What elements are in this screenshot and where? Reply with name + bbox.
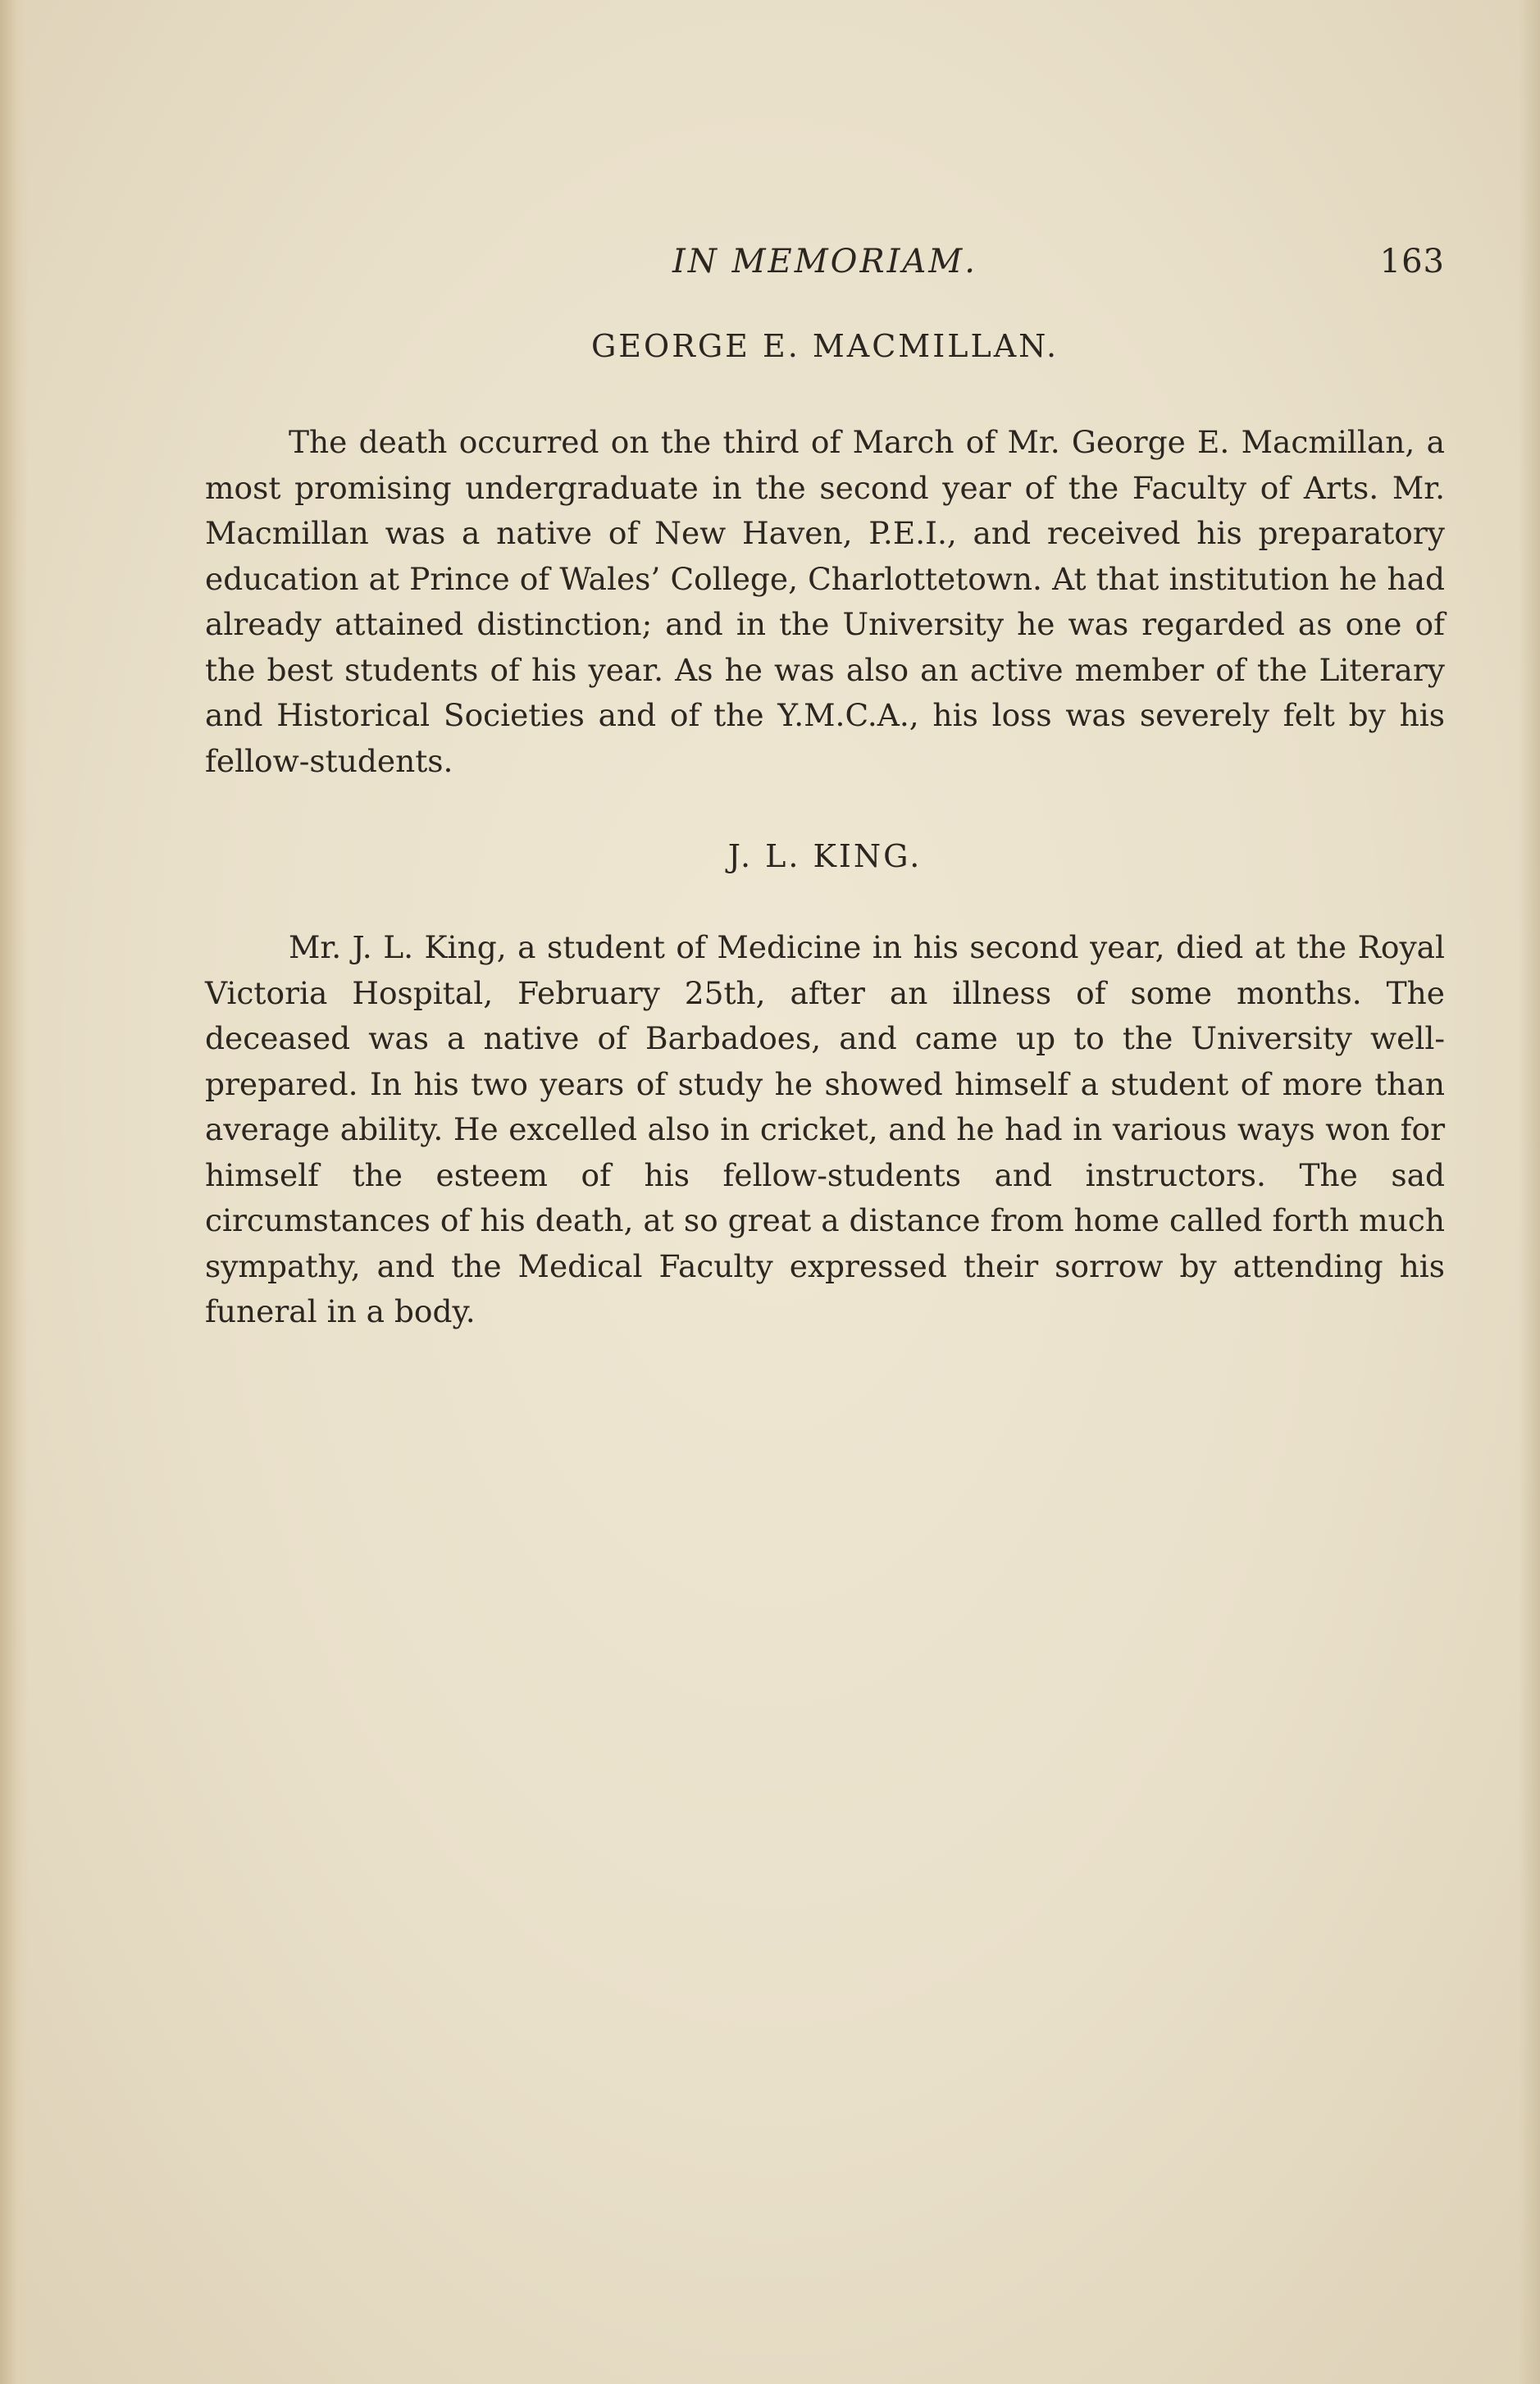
memoriam-macmillan [205,328,1445,784]
section-paragraph: Mr. J. L. King, a student of Medicine in his second year, died at the Royal Victoria Hospital, February 25th, after an illness of some months. The deceased was a native of Barbadoes, and came up to the University well-prepared. In his two years of study he showed himself a student of more than average ability. He excelled also in cricket, and he had in various ways won for himself the esteem of his fellow-students and instructors. The sad circumstances of his death, at so great a distance from home called forth much sympathy, and the Medical Faculty expressed their sorrow by attending his funeral in a body. [205,929,1445,1329]
section-heading: J. L. KING. [727,838,923,874]
page-content [205,328,1445,1335]
running-head [205,243,1445,292]
section-heading: GEORGE E. MACMILLAN. [590,328,1059,364]
page-edge-left [0,0,28,2384]
running-title: IN MEMORIAM. [672,243,977,280]
memoriam-king [205,838,1445,1335]
page-edge-right [1519,0,1540,2384]
section-paragraph: The death occurred on the third of March of Mr. George E. Macmillan, a most promising undergraduate in the second year of the Faculty of Arts. Mr. Macmillan was a native of New Haven, P.E.I., and received his preparatory education at Prince of Wales’ College, Charlottetown. At that institution he had already attained distinction; and in the University he was regarded as one of the best students of his year. As he was also an active member of the Literary and Historical Societies and of the Y.M.C.A., his loss was severely felt by his fellow-students. [205,424,1445,779]
page-number: 163 [1379,243,1445,280]
